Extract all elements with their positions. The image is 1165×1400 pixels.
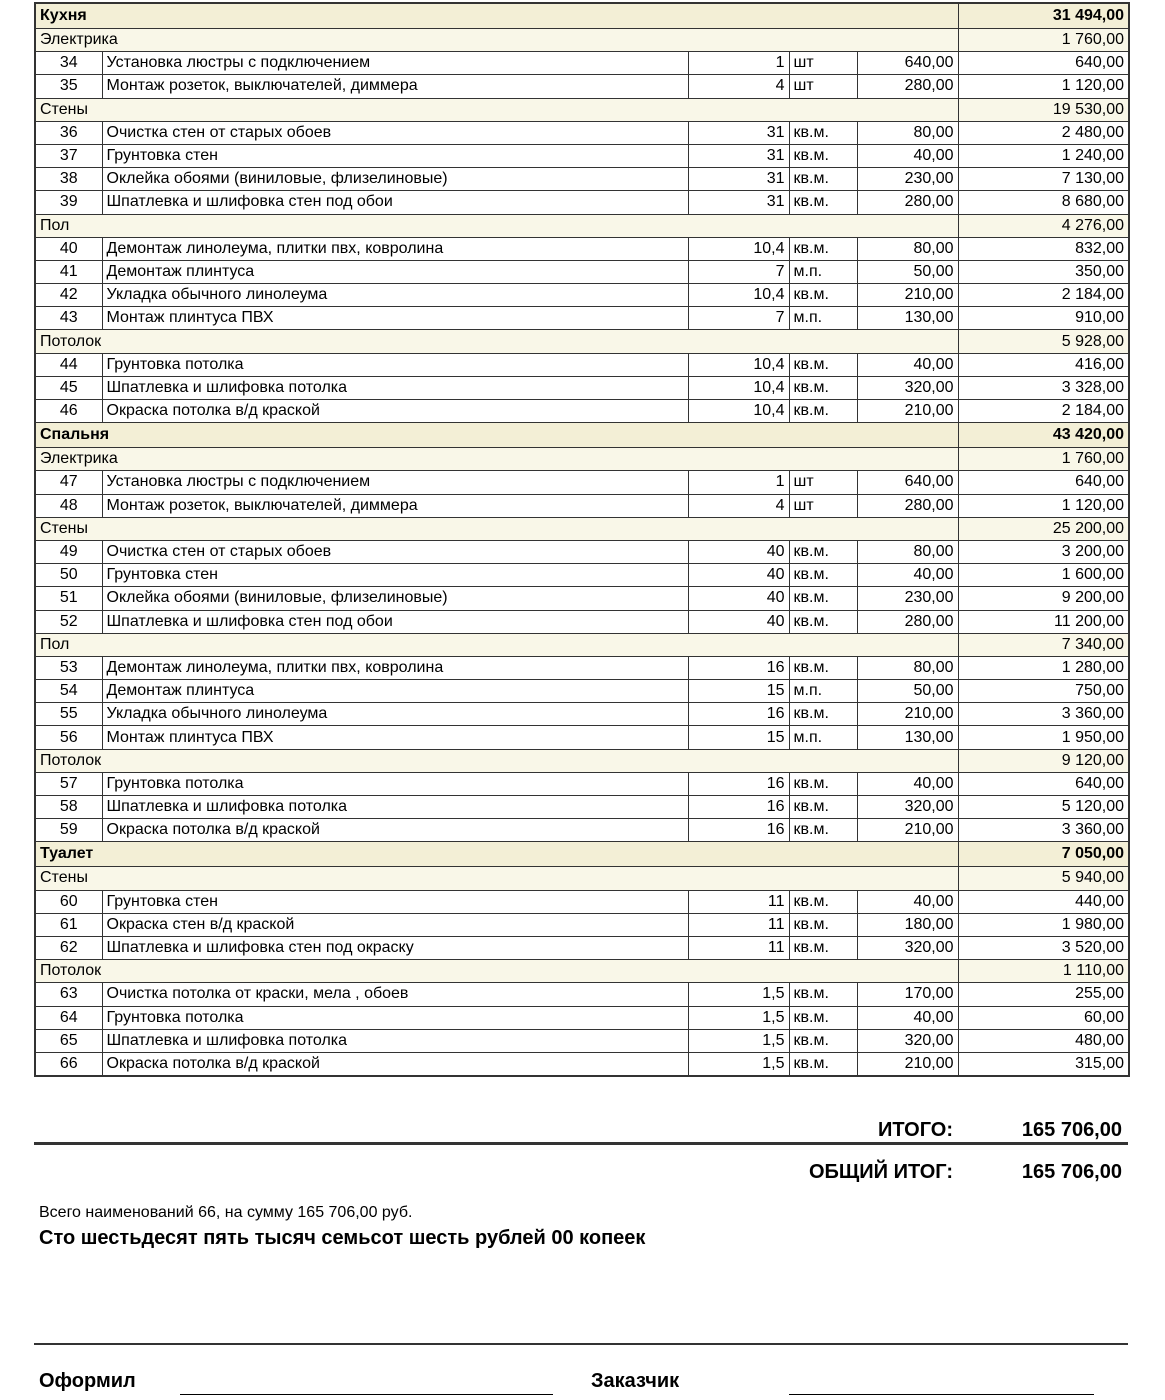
group-row	[35, 517, 1129, 540]
item-number: 57	[35, 772, 102, 795]
item-price: 130,00	[857, 726, 958, 749]
item-price: 640,00	[857, 471, 958, 494]
item-sum: 416,00	[958, 353, 1129, 376]
item-name: Шпатлевка и шлифовка потолка	[102, 1029, 688, 1052]
group-total: 1 110,00	[958, 960, 1129, 983]
table-row	[35, 168, 1129, 191]
table-row	[35, 890, 1129, 913]
item-price: 210,00	[857, 284, 958, 307]
item-number: 43	[35, 307, 102, 330]
item-number: 63	[35, 983, 102, 1006]
item-number: 44	[35, 353, 102, 376]
item-price: 50,00	[857, 260, 958, 283]
grand-total-value: 165 706,00	[1021, 1161, 1122, 1183]
item-number: 48	[35, 494, 102, 517]
item-sum: 350,00	[958, 260, 1129, 283]
table-row	[35, 936, 1129, 959]
item-name: Окраска стен в/д краской	[102, 913, 688, 936]
item-number: 35	[35, 75, 102, 98]
group-name: Стены	[35, 517, 958, 540]
table-row	[35, 284, 1129, 307]
group-name: Пол	[35, 214, 958, 237]
item-sum: 1 120,00	[958, 75, 1129, 98]
section-row	[35, 842, 1129, 867]
item-quantity: 16	[688, 796, 789, 819]
table-row	[35, 564, 1129, 587]
item-unit: кв.м.	[789, 284, 857, 307]
item-price: 280,00	[857, 75, 958, 98]
group-row	[35, 867, 1129, 890]
item-name: Оклейка обоями (виниловые, флизелиновые)	[102, 587, 688, 610]
table-row	[35, 1029, 1129, 1052]
item-number: 65	[35, 1029, 102, 1052]
prepared-by-label: Оформил	[39, 1370, 136, 1392]
item-name: Демонтаж плинтуса	[102, 260, 688, 283]
table-row	[35, 587, 1129, 610]
item-price: 320,00	[857, 796, 958, 819]
item-number: 54	[35, 680, 102, 703]
table-row	[35, 913, 1129, 936]
group-row	[35, 633, 1129, 656]
item-quantity: 31	[688, 168, 789, 191]
table-row	[35, 494, 1129, 517]
grand-total-label: ОБЩИЙ ИТОГ:	[808, 1161, 953, 1183]
item-name: Шпатлевка и шлифовка стен под окраску	[102, 936, 688, 959]
section-name: Туалет	[35, 842, 958, 867]
item-unit: кв.м.	[789, 168, 857, 191]
item-quantity: 15	[688, 726, 789, 749]
item-quantity: 1	[688, 52, 789, 75]
prepared-by-signature-line	[180, 1394, 553, 1395]
group-total: 5 940,00	[958, 867, 1129, 890]
group-total: 4 276,00	[958, 214, 1129, 237]
item-number: 37	[35, 144, 102, 167]
item-name: Грунтовка потолка	[102, 1006, 688, 1029]
item-price: 80,00	[857, 656, 958, 679]
totals-divider	[34, 1142, 1128, 1145]
item-unit: кв.м.	[789, 353, 857, 376]
item-price: 280,00	[857, 191, 958, 214]
item-number: 53	[35, 656, 102, 679]
item-number: 46	[35, 400, 102, 423]
table-row	[35, 260, 1129, 283]
item-unit: кв.м.	[789, 772, 857, 795]
item-number: 47	[35, 471, 102, 494]
item-sum: 1 600,00	[958, 564, 1129, 587]
item-unit: кв.м.	[789, 656, 857, 679]
item-price: 40,00	[857, 772, 958, 795]
item-unit: кв.м.	[789, 796, 857, 819]
group-name: Потолок	[35, 330, 958, 353]
group-total: 19 530,00	[958, 98, 1129, 121]
item-price: 80,00	[857, 540, 958, 563]
group-row	[35, 214, 1129, 237]
item-sum: 1 120,00	[958, 494, 1129, 517]
item-sum: 9 200,00	[958, 587, 1129, 610]
item-quantity: 10,4	[688, 353, 789, 376]
group-name: Потолок	[35, 749, 958, 772]
signature-divider	[34, 1343, 1128, 1345]
item-price: 40,00	[857, 353, 958, 376]
table-row	[35, 1052, 1129, 1076]
item-quantity: 40	[688, 564, 789, 587]
item-unit: кв.м.	[789, 913, 857, 936]
item-quantity: 7	[688, 260, 789, 283]
table-row	[35, 191, 1129, 214]
item-number: 39	[35, 191, 102, 214]
item-name: Окраска потолка в/д краской	[102, 1052, 688, 1076]
table-row	[35, 471, 1129, 494]
item-number: 64	[35, 1006, 102, 1029]
item-unit: кв.м.	[789, 400, 857, 423]
item-number: 51	[35, 587, 102, 610]
item-unit: кв.м.	[789, 121, 857, 144]
item-price: 230,00	[857, 587, 958, 610]
item-price: 80,00	[857, 121, 958, 144]
item-unit: кв.м.	[789, 191, 857, 214]
section-name: Спальня	[35, 423, 958, 448]
section-name: Кухня	[35, 3, 958, 29]
item-price: 40,00	[857, 890, 958, 913]
item-name: Монтаж розеток, выключателей, диммера	[102, 494, 688, 517]
item-quantity: 16	[688, 772, 789, 795]
item-quantity: 1,5	[688, 1052, 789, 1076]
item-name: Демонтаж плинтуса	[102, 680, 688, 703]
table-row	[35, 376, 1129, 399]
item-unit: кв.м.	[789, 144, 857, 167]
item-price: 210,00	[857, 819, 958, 842]
table-row	[35, 353, 1129, 376]
group-row	[35, 29, 1129, 52]
item-quantity: 1,5	[688, 1006, 789, 1029]
item-name: Окраска потолка в/д краской	[102, 819, 688, 842]
item-quantity: 4	[688, 494, 789, 517]
item-sum: 2 480,00	[958, 121, 1129, 144]
item-quantity: 11	[688, 936, 789, 959]
item-quantity: 1,5	[688, 983, 789, 1006]
item-number: 36	[35, 121, 102, 144]
table-row	[35, 52, 1129, 75]
item-sum: 11 200,00	[958, 610, 1129, 633]
item-sum: 3 520,00	[958, 936, 1129, 959]
group-row	[35, 749, 1129, 772]
item-sum: 750,00	[958, 680, 1129, 703]
group-name: Пол	[35, 633, 958, 656]
item-number: 41	[35, 260, 102, 283]
item-sum: 315,00	[958, 1052, 1129, 1076]
item-unit: кв.м.	[789, 1052, 857, 1076]
item-sum: 480,00	[958, 1029, 1129, 1052]
section-row	[35, 3, 1129, 29]
item-sum: 1 240,00	[958, 144, 1129, 167]
item-unit: кв.м.	[789, 703, 857, 726]
item-unit: кв.м.	[789, 983, 857, 1006]
item-price: 40,00	[857, 1006, 958, 1029]
item-number: 60	[35, 890, 102, 913]
item-sum: 7 130,00	[958, 168, 1129, 191]
item-name: Шпатлевка и шлифовка потолка	[102, 796, 688, 819]
item-unit: м.п.	[789, 680, 857, 703]
item-quantity: 40	[688, 610, 789, 633]
item-name: Грунтовка потолка	[102, 353, 688, 376]
group-total: 5 928,00	[958, 330, 1129, 353]
group-row	[35, 330, 1129, 353]
item-sum: 832,00	[958, 237, 1129, 260]
item-price: 40,00	[857, 144, 958, 167]
item-number: 38	[35, 168, 102, 191]
item-number: 52	[35, 610, 102, 633]
item-unit: кв.м.	[789, 610, 857, 633]
table-row	[35, 540, 1129, 563]
item-unit: м.п.	[789, 260, 857, 283]
item-price: 210,00	[857, 1052, 958, 1076]
item-sum: 1 980,00	[958, 913, 1129, 936]
item-name: Очистка потолка от краски, мела , обоев	[102, 983, 688, 1006]
item-sum: 3 328,00	[958, 376, 1129, 399]
item-name: Демонтаж линолеума, плитки пвх, ковролина	[102, 237, 688, 260]
item-price: 210,00	[857, 703, 958, 726]
item-name: Шпатлевка и шлифовка стен под обои	[102, 191, 688, 214]
item-number: 34	[35, 52, 102, 75]
item-sum: 3 360,00	[958, 703, 1129, 726]
item-name: Укладка обычного линолеума	[102, 284, 688, 307]
group-total: 25 200,00	[958, 517, 1129, 540]
estimate-table	[34, 2, 1130, 1077]
amount-in-words: Сто шестьдесят пять тысяч семьсот шесть рублей 00 копеек	[39, 1227, 646, 1249]
item-number: 62	[35, 936, 102, 959]
table-row	[35, 680, 1129, 703]
section-total: 43 420,00	[958, 423, 1129, 448]
item-quantity: 4	[688, 75, 789, 98]
item-unit: шт	[789, 494, 857, 517]
item-sum: 640,00	[958, 772, 1129, 795]
item-price: 130,00	[857, 307, 958, 330]
group-name: Стены	[35, 867, 958, 890]
estimate-body	[35, 3, 1129, 1076]
item-name: Демонтаж линолеума, плитки пвх, ковролина	[102, 656, 688, 679]
item-sum: 1 950,00	[958, 726, 1129, 749]
table-row	[35, 983, 1129, 1006]
item-sum: 255,00	[958, 983, 1129, 1006]
group-name: Электрика	[35, 448, 958, 471]
item-quantity: 10,4	[688, 237, 789, 260]
item-unit: кв.м.	[789, 587, 857, 610]
item-quantity: 40	[688, 587, 789, 610]
table-row	[35, 726, 1129, 749]
item-sum: 3 360,00	[958, 819, 1129, 842]
item-unit: м.п.	[789, 307, 857, 330]
item-number: 42	[35, 284, 102, 307]
item-name: Шпатлевка и шлифовка стен под обои	[102, 610, 688, 633]
table-row	[35, 796, 1129, 819]
item-number: 66	[35, 1052, 102, 1076]
table-row	[35, 703, 1129, 726]
table-row	[35, 772, 1129, 795]
item-quantity: 16	[688, 819, 789, 842]
item-name: Грунтовка потолка	[102, 772, 688, 795]
item-price: 280,00	[857, 610, 958, 633]
table-row	[35, 121, 1129, 144]
item-name: Монтаж розеток, выключателей, диммера	[102, 75, 688, 98]
table-row	[35, 1006, 1129, 1029]
item-unit: кв.м.	[789, 1029, 857, 1052]
item-number: 45	[35, 376, 102, 399]
table-row	[35, 656, 1129, 679]
item-price: 170,00	[857, 983, 958, 1006]
item-quantity: 1,5	[688, 1029, 789, 1052]
group-total: 9 120,00	[958, 749, 1129, 772]
item-price: 230,00	[857, 168, 958, 191]
item-name: Окраска потолка в/д краской	[102, 400, 688, 423]
item-name: Монтаж плинтуса ПВХ	[102, 726, 688, 749]
item-name: Очистка стен от старых обоев	[102, 540, 688, 563]
group-row	[35, 960, 1129, 983]
group-total: 1 760,00	[958, 29, 1129, 52]
group-name: Стены	[35, 98, 958, 121]
item-sum: 640,00	[958, 52, 1129, 75]
item-price: 50,00	[857, 680, 958, 703]
item-number: 58	[35, 796, 102, 819]
item-price: 210,00	[857, 400, 958, 423]
item-price: 280,00	[857, 494, 958, 517]
item-sum: 60,00	[958, 1006, 1129, 1029]
item-number: 40	[35, 237, 102, 260]
item-name: Очистка стен от старых обоев	[102, 121, 688, 144]
item-name: Укладка обычного линолеума	[102, 703, 688, 726]
item-name: Установка люстры с подключением	[102, 471, 688, 494]
item-sum: 3 200,00	[958, 540, 1129, 563]
item-name: Монтаж плинтуса ПВХ	[102, 307, 688, 330]
table-row	[35, 610, 1129, 633]
item-sum: 440,00	[958, 890, 1129, 913]
item-quantity: 16	[688, 703, 789, 726]
group-row	[35, 448, 1129, 471]
item-quantity: 40	[688, 540, 789, 563]
item-unit: кв.м.	[789, 237, 857, 260]
item-unit: кв.м.	[789, 890, 857, 913]
item-quantity: 16	[688, 656, 789, 679]
table-row	[35, 75, 1129, 98]
item-name: Грунтовка стен	[102, 564, 688, 587]
item-unit: шт	[789, 471, 857, 494]
table-row	[35, 400, 1129, 423]
section-total: 31 494,00	[958, 3, 1129, 29]
item-quantity: 31	[688, 121, 789, 144]
item-name: Грунтовка стен	[102, 144, 688, 167]
item-price: 320,00	[857, 936, 958, 959]
item-number: 61	[35, 913, 102, 936]
group-name: Электрика	[35, 29, 958, 52]
item-price: 640,00	[857, 52, 958, 75]
item-number: 59	[35, 819, 102, 842]
section-row	[35, 423, 1129, 448]
item-sum: 2 184,00	[958, 400, 1129, 423]
item-quantity: 15	[688, 680, 789, 703]
group-total: 7 340,00	[958, 633, 1129, 656]
item-number: 49	[35, 540, 102, 563]
item-quantity: 11	[688, 890, 789, 913]
item-sum: 910,00	[958, 307, 1129, 330]
group-total: 1 760,00	[958, 448, 1129, 471]
item-unit: кв.м.	[789, 819, 857, 842]
item-price: 320,00	[857, 1029, 958, 1052]
item-quantity: 7	[688, 307, 789, 330]
subtotal-label: ИТОГО:	[878, 1119, 953, 1141]
item-price: 320,00	[857, 376, 958, 399]
item-number: 56	[35, 726, 102, 749]
item-unit: шт	[789, 52, 857, 75]
item-name: Грунтовка стен	[102, 890, 688, 913]
item-quantity: 10,4	[688, 376, 789, 399]
customer-signature-line	[789, 1394, 1094, 1395]
item-name: Установка люстры с подключением	[102, 52, 688, 75]
item-price: 180,00	[857, 913, 958, 936]
item-quantity: 31	[688, 191, 789, 214]
item-name: Оклейка обоями (виниловые, флизелиновые)	[102, 168, 688, 191]
item-unit: кв.м.	[789, 376, 857, 399]
item-number: 55	[35, 703, 102, 726]
group-name: Потолок	[35, 960, 958, 983]
item-sum: 640,00	[958, 471, 1129, 494]
item-sum: 1 280,00	[958, 656, 1129, 679]
table-row	[35, 307, 1129, 330]
section-total: 7 050,00	[958, 842, 1129, 867]
item-quantity: 10,4	[688, 400, 789, 423]
item-quantity: 11	[688, 913, 789, 936]
item-unit: кв.м.	[789, 540, 857, 563]
item-unit: м.п.	[789, 726, 857, 749]
table-row	[35, 237, 1129, 260]
item-quantity: 1	[688, 471, 789, 494]
item-sum: 2 184,00	[958, 284, 1129, 307]
item-sum: 5 120,00	[958, 796, 1129, 819]
group-row	[35, 98, 1129, 121]
customer-label: Заказчик	[591, 1370, 680, 1392]
table-row	[35, 819, 1129, 842]
subtotal-value: 165 706,00	[1021, 1119, 1122, 1141]
item-unit: кв.м.	[789, 936, 857, 959]
item-name: Шпатлевка и шлифовка потолка	[102, 376, 688, 399]
item-sum: 8 680,00	[958, 191, 1129, 214]
item-number: 50	[35, 564, 102, 587]
table-row	[35, 144, 1129, 167]
item-price: 80,00	[857, 237, 958, 260]
item-unit: кв.м.	[789, 564, 857, 587]
summary-line: Всего наименований 66, на сумму 165 706,00 руб.	[39, 1204, 413, 1221]
item-price: 40,00	[857, 564, 958, 587]
item-quantity: 10,4	[688, 284, 789, 307]
item-unit: шт	[789, 75, 857, 98]
item-unit: кв.м.	[789, 1006, 857, 1029]
item-quantity: 31	[688, 144, 789, 167]
